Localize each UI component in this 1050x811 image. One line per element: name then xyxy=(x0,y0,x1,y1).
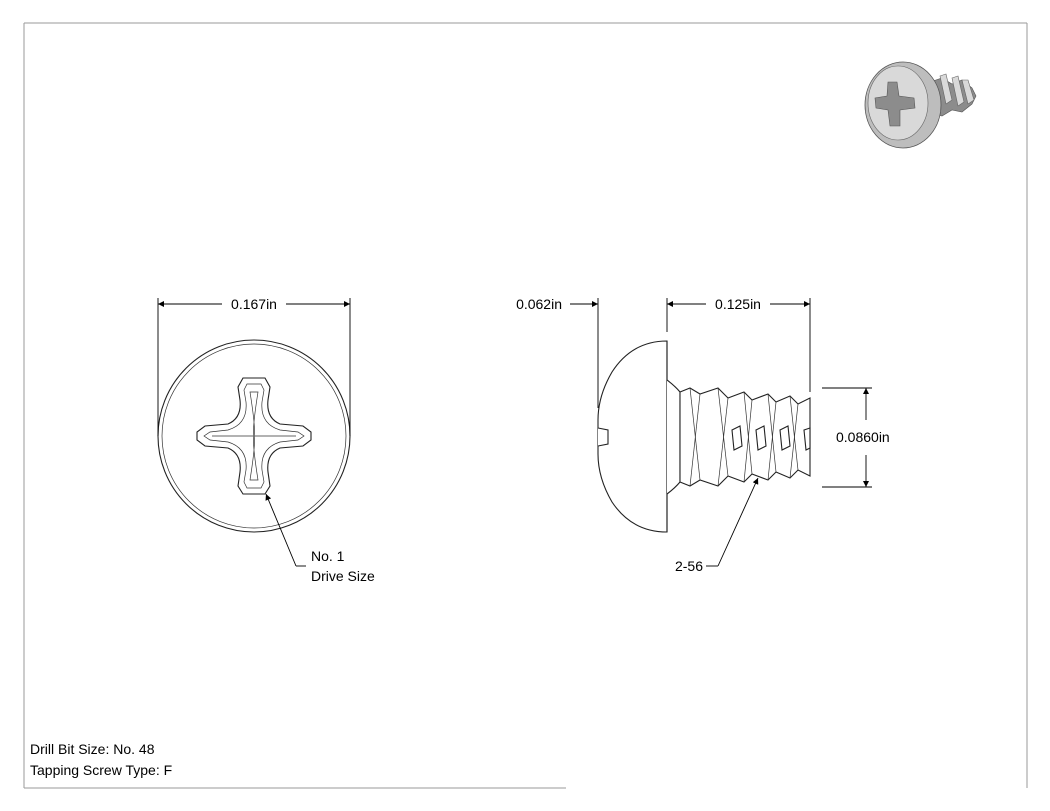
thread-diameter-label: 0.0860in xyxy=(836,429,890,445)
shank-length-label: 0.125in xyxy=(715,296,761,312)
head-height-label: 0.062in xyxy=(516,296,562,312)
head-top-view xyxy=(158,340,350,532)
drive-size-line2: Drive Size xyxy=(311,568,375,584)
isometric-view xyxy=(865,62,976,148)
thread-label: 2-56 xyxy=(674,558,703,574)
drive-size-line1: No. 1 xyxy=(311,548,345,564)
thread-callout xyxy=(675,478,758,574)
drill-bit-note: Drill Bit Size: No. 48 xyxy=(30,741,155,757)
tapping-type-note: Tapping Screw Type: F xyxy=(30,762,173,778)
notes xyxy=(30,741,172,778)
thread-diameter-dimension xyxy=(822,388,890,487)
shank-length-dimension xyxy=(667,296,810,392)
screw-side-view xyxy=(598,341,810,532)
head-diameter-label: 0.167in xyxy=(231,296,277,312)
